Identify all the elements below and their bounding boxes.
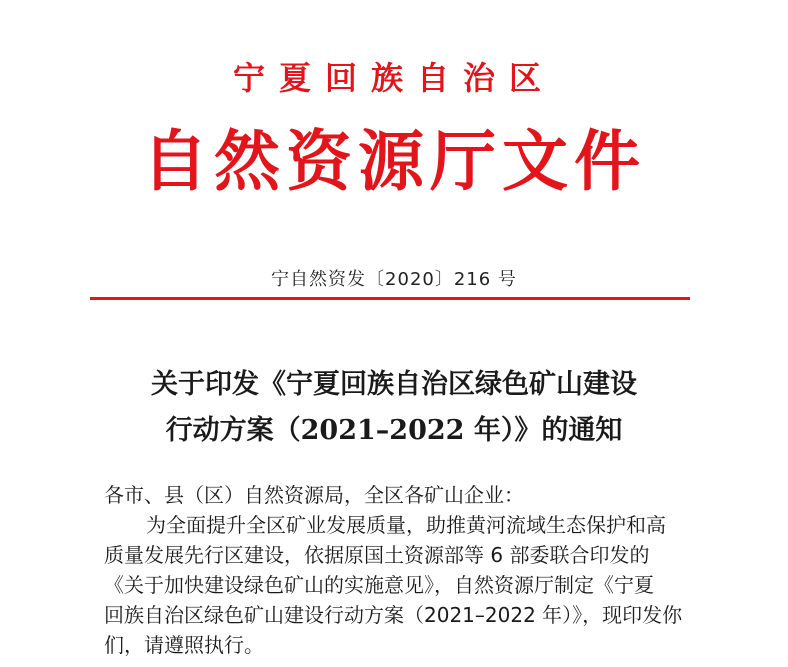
body-line: 回族自治区绿色矿山建设行动方案（2021–2022 年）》，现印发你 bbox=[104, 603, 683, 627]
red-divider-line bbox=[90, 297, 690, 300]
document-title bbox=[60, 362, 728, 454]
document-number: 宁自然资发〔2020〕216 号 bbox=[271, 269, 517, 290]
document-body bbox=[104, 480, 696, 660]
body-line: 们，请遵照执行。 bbox=[104, 633, 264, 657]
title-line-2: 行动方案（2021–2022 年）》的通知 bbox=[165, 415, 623, 446]
body-line: 为全面提升全区矿业发展质量，助推黄河流域生态保护和高 bbox=[146, 513, 666, 537]
body-line: 《关于加快建设绿色矿山的实施意见》，自然资源厅制定《宁夏 bbox=[104, 573, 654, 597]
salutation: 各市、县（区）自然资源局，全区各矿山企业： bbox=[104, 483, 524, 507]
body-line: 质量发展先行区建设，依据原国土资源部等 6 部委联合印发的 bbox=[104, 543, 650, 567]
title-line-1: 关于印发《宁夏回族自治区绿色矿山建设 bbox=[151, 369, 637, 400]
issuer-department-heading: 自然资源厅文件 bbox=[142, 122, 646, 200]
issuer-region-heading: 宁夏回族自治区 bbox=[232, 59, 555, 97]
